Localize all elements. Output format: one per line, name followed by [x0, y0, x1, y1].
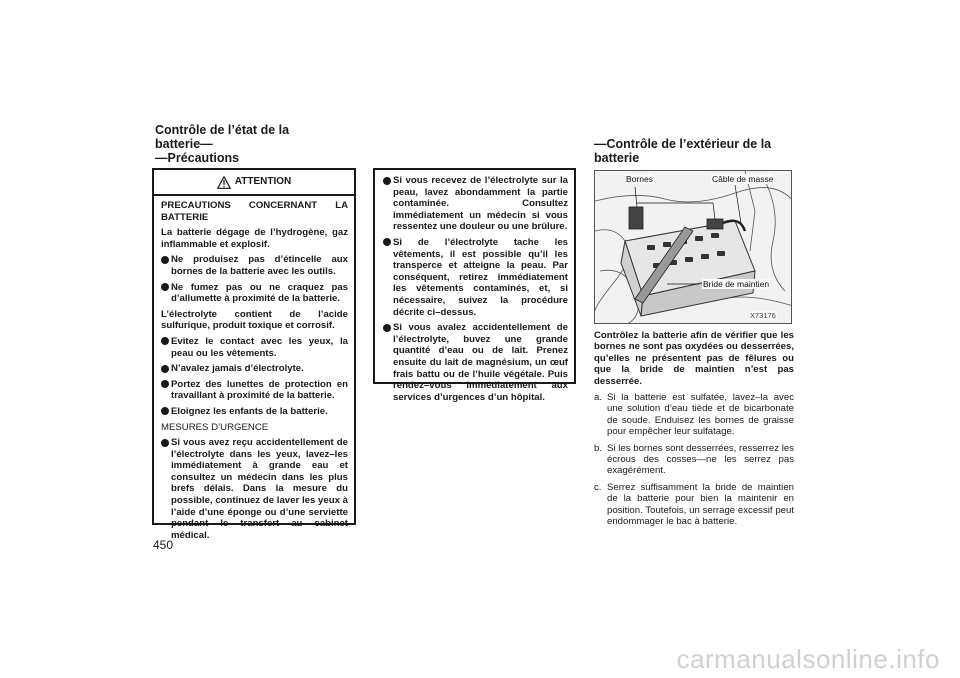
list-item-text: Eloignez les enfants de la batterie.: [171, 405, 328, 417]
label-clamp: Bride de maintien: [703, 279, 770, 289]
list-item: [383, 237, 568, 318]
list-item-text: Si vous avez reçu accidentellement de l’électrolyte dans les yeux, lavez–les immédiatement à grande eau et consultez un médecin dans les plus brefs délais. Dans la mesure du possible, continuez de laver les yeux à l’aide d’une éponge ou d’une serviette pendant le transfert au cabinet médical.: [171, 437, 348, 541]
list-item-text: Si de l’électrolyte tache les vêtements, il est possible qu’il les transperce et atteigne la peau. Par conséquent, retirez immédiatement les vêtements contaminés, et, si nécessaire, suivez la procédure décrite ci–dessus.: [393, 236, 568, 318]
bullet-icon: [383, 238, 391, 246]
list-item: [161, 363, 348, 375]
section-heading-right: [594, 137, 794, 165]
section-heading-left: [155, 123, 345, 165]
list-item: [383, 175, 568, 233]
section-title: MESURES D’URGENCE: [161, 421, 269, 433]
bullet-icon: [161, 365, 169, 373]
list-item: [594, 392, 794, 438]
paragraph: L’électrolyte contient de l’acide sulfurique, produit toxique et corrosif.: [161, 308, 348, 332]
right-column-text: [594, 330, 794, 533]
caution-title: ATTENTION: [234, 176, 292, 188]
bullet-icon: [161, 337, 169, 345]
bullet-icon: [161, 380, 169, 388]
list-item: [161, 254, 348, 277]
list-item: [161, 379, 348, 402]
bullet-icon: [161, 256, 169, 264]
list-item-text: N’avalez jamais d’électrolyte.: [171, 363, 304, 375]
list-marker: c.: [594, 481, 602, 493]
watermark: carmanualsonline.info: [676, 644, 940, 674]
bullet-icon: [161, 439, 169, 447]
list-item-text: Portez des lunettes de protection en travaillant à proximité de la batterie.: [171, 378, 348, 402]
caution-continuation-box: [373, 168, 576, 403]
heading-line: Contrôle de l’état de la: [155, 123, 290, 137]
list-item-text: Si la batterie est sulfatée, lavez–la avec une solution d’eau tiède et de bicarbonate de soude. Enduisez les bornes de graisse pour empêcher leur sulfatage.: [607, 392, 794, 438]
list-item-text: Evitez le contact avec les yeux, la peau ou les vêtements.: [171, 335, 348, 359]
bullet-icon: [383, 177, 391, 185]
battery-figure: [594, 170, 792, 324]
paragraph: La batterie dégage de l’hydrogène, gaz inflammable et explosif.: [161, 227, 348, 250]
heading-line: —Contrôle de l’extérieur de la: [594, 137, 772, 151]
list-item-text: Ne produisez pas d’étincelle aux bornes de la batterie avec les outils.: [171, 254, 348, 277]
section-title: PRECAUTIONS CONCERNANT LA BATTERIE: [161, 200, 348, 223]
caution-box: [152, 168, 356, 541]
list-item: [161, 336, 348, 359]
paragraph: Contrôlez la batterie afin de vérifier que les bornes ne sont pas oxydées ou desserrées, qu’elles ne présentent pas de fêlures ou que la bride de maintien n’est pas desserrée.: [594, 330, 794, 387]
list-item-text: Si vous avalez accidentellement de l’électrolyte, buvez une grande quantité d’eau ou de lait. Prenez ensuite du lait de magnésium, un œuf frais battu ou de l’huile végétale. Puis rendez–vous immédiatement aux services d’urgences d’un hôpital.: [393, 322, 568, 403]
bullet-icon: [161, 407, 169, 415]
heading-line: batterie—: [155, 137, 213, 151]
list-item-text: Si vous recevez de l’électrolyte sur la peau, lavez abondamment la partie contaminée. Consultez immédiatement un médecin si vous ressentez une douleur ou une brûlure.: [393, 175, 568, 233]
bullet-icon: [161, 283, 169, 291]
list-item-text: Serrez suffisamment la bride de maintien de la batterie pour bien la maintenir en position. Toutefois, un serrage excessif peut endommager le bac à batterie.: [607, 481, 794, 528]
list-item-text: Ne fumez pas ou ne craquez pas d’allumette à proximité de la batterie.: [171, 281, 348, 305]
list-item: [161, 406, 348, 418]
list-marker: a.: [594, 392, 603, 404]
bullet-icon: [383, 324, 391, 332]
warning-triangle-icon: [217, 176, 231, 189]
caution-body: [154, 196, 354, 541]
list-item: [594, 443, 794, 477]
label-ground-cable: Câble de masse: [712, 174, 774, 184]
list-item: [161, 282, 348, 305]
caution-header: [154, 170, 354, 196]
list-item: [594, 482, 794, 528]
list-item: [383, 322, 568, 403]
heading-line: batterie: [594, 151, 640, 165]
list-item: [161, 437, 348, 541]
label-terminals: Bornes: [626, 174, 653, 184]
battery-illustration: [595, 171, 792, 324]
figure-code: X73176: [750, 311, 776, 320]
page-number: 450: [153, 538, 174, 552]
list-marker: b.: [594, 442, 603, 454]
list-item-text: Si les bornes sont desserrées, resserrez les écrous des cosses—ne les serrez pas exagérément.: [607, 442, 794, 477]
heading-line: —Précautions: [155, 151, 240, 165]
